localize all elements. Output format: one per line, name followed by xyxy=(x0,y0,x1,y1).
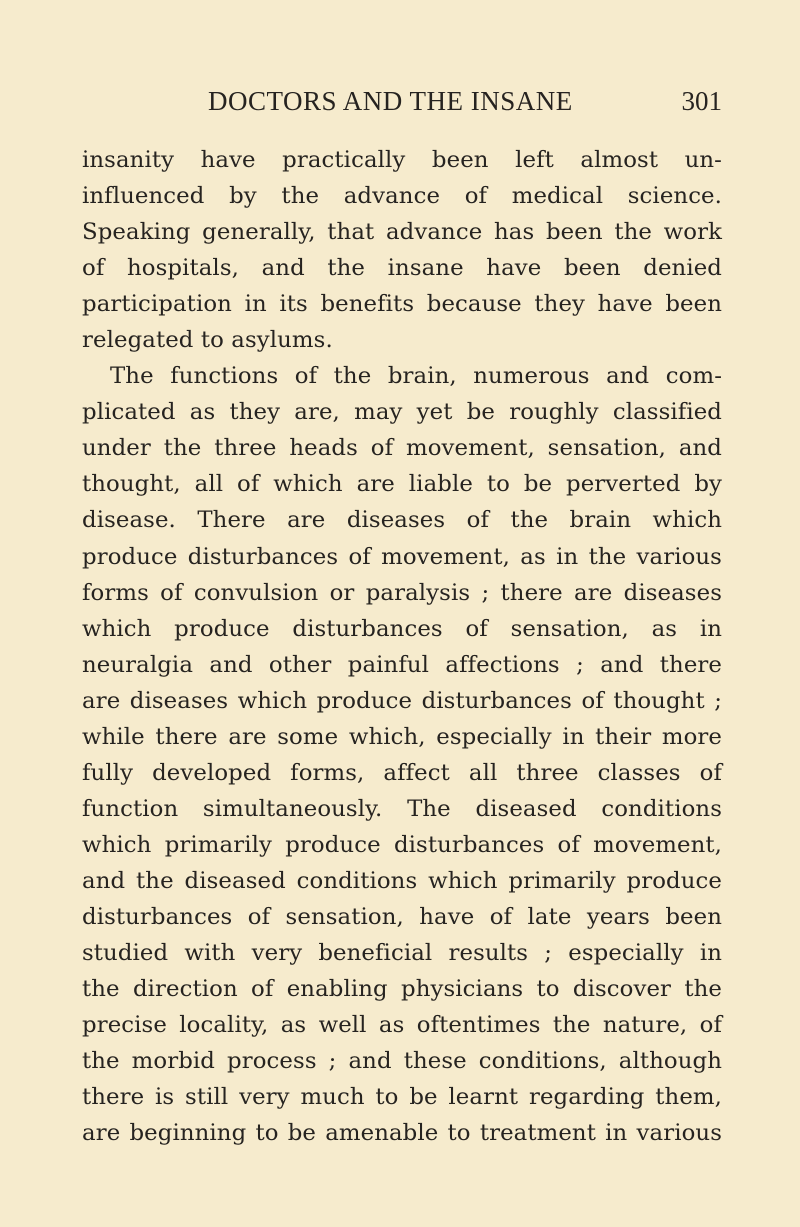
text-line: forms of convulsion or paralysis ; there are diseases xyxy=(82,579,722,606)
text-line: plicated as they are, may yet be roughly classified xyxy=(82,399,722,426)
body-text xyxy=(82,142,722,1151)
text-line: under the three heads of movement, sensation, and xyxy=(82,435,722,462)
text-line: The functions of the brain, numerous and com- xyxy=(110,363,722,390)
text-line: precise locality, as well as oftentimes the nature, of xyxy=(82,1012,722,1039)
text-line: and the diseased conditions which primarily produce xyxy=(82,867,722,894)
text-line: relegated to asylums. xyxy=(82,327,333,354)
running-head: DOCTORS AND THE INSANE xyxy=(208,86,573,116)
page-header xyxy=(82,86,722,120)
text-line: Speaking generally, that advance has been the work xyxy=(82,219,722,246)
text-line: are beginning to be amenable to treatment in various xyxy=(82,1120,722,1147)
text-line: the morbid process ; and these conditions, although xyxy=(82,1048,722,1075)
text-line: which produce disturbances of sensation, as in xyxy=(82,615,722,642)
text-line: while there are some which, especially in their more xyxy=(82,723,722,750)
text-line: the direction of enabling physicians to discover the xyxy=(82,976,722,1003)
text-line: are diseases which produce disturbances of thought ; xyxy=(82,687,722,714)
text-line: studied with very beneficial results ; especially in xyxy=(82,940,722,967)
text-line: produce disturbances of movement, as in the various xyxy=(82,543,722,570)
text-line: insanity have practically been left almost un- xyxy=(82,147,722,173)
text-line: of hospitals, and the insane have been denied xyxy=(82,255,722,282)
text-line: disease. There are diseases of the brain which xyxy=(82,507,722,534)
text-line: neuralgia and other painful affections ; and there xyxy=(82,651,722,678)
text-line: function simultaneously. The diseased conditions xyxy=(82,795,722,822)
text-line: disturbances of sensation, have of late years been xyxy=(82,903,722,930)
text-line: influenced by the advance of medical science. xyxy=(82,183,722,210)
text-line: there is still very much to be learnt regarding them, xyxy=(82,1084,722,1111)
text-line: thought, all of which are liable to be perverted by xyxy=(82,471,722,498)
text-line: participation in its benefits because they have been xyxy=(82,291,722,318)
text-line: fully developed forms, affect all three classes of xyxy=(82,759,722,786)
text-line: which primarily produce disturbances of movement, xyxy=(82,831,722,858)
page-number: 301 xyxy=(681,86,722,116)
